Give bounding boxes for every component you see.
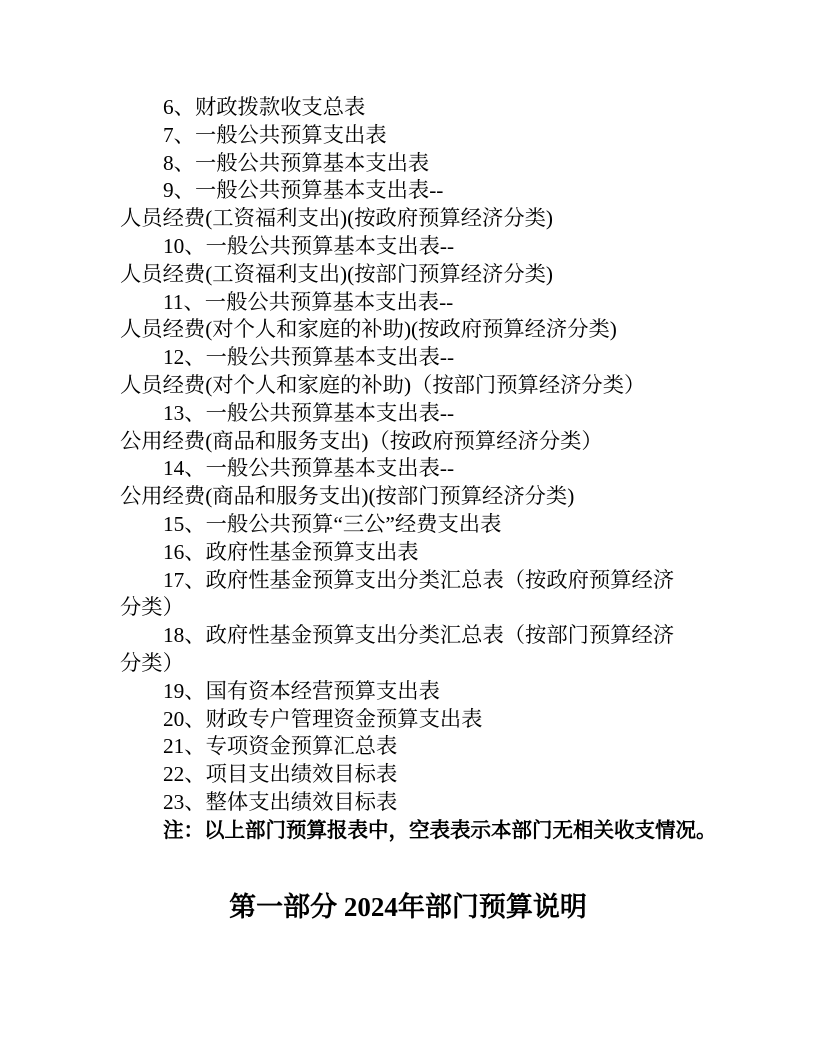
toc-item-continuation: 人员经费(对个人和家庭的补助)(按政府预算经济分类) (120, 317, 617, 342)
toc-item-19 (120, 678, 696, 706)
toc-item-line: 22、项目支出绩效目标表 (163, 762, 398, 787)
toc-item-line: 9、一般公共预算基本支出表-- (163, 178, 444, 203)
toc-item-15 (120, 511, 696, 539)
toc-item-line: 12、一般公共预算基本支出表-- (163, 345, 455, 370)
toc-item-line: 7、一般公共预算支出表 (163, 122, 387, 147)
toc-item-12 (120, 344, 696, 400)
toc-item-line: 21、专项资金预算汇总表 (163, 734, 398, 759)
toc-item-line: 19、国有资本经营预算支出表 (163, 678, 440, 703)
toc-item-17 (120, 567, 696, 623)
toc-item-line: 10、一般公共预算基本支出表-- (163, 233, 455, 258)
toc-item-22 (120, 761, 696, 789)
toc-item-21 (120, 733, 696, 761)
section-heading: 第一部分 2024年部门预算说明 (229, 891, 587, 922)
toc-item-continuation: 公用经费(商品和服务支出)(按部门预算经济分类) (120, 484, 575, 509)
toc-item-continuation: 分类） (120, 595, 184, 620)
toc-item-continuation: 公用经费(商品和服务支出)（按政府预算经济分类） (120, 428, 603, 453)
toc-item-18 (120, 622, 696, 678)
toc-item-continuation: 人员经费(工资福利支出)(按部门预算经济分类) (120, 261, 554, 286)
toc-item-13 (120, 400, 696, 456)
toc-item-line: 20、财政专户管理资金预算支出表 (163, 706, 483, 731)
toc-item-line: 23、整体支出绩效目标表 (163, 789, 398, 814)
toc-item-23 (120, 789, 696, 817)
toc-item-20 (120, 706, 696, 734)
toc-item-9 (120, 177, 696, 233)
toc-item-line: 13、一般公共预算基本支出表-- (163, 400, 455, 425)
toc-item-line: 8、一般公共预算基本支出表 (163, 150, 430, 175)
toc-item-11 (120, 289, 696, 345)
toc-item-continuation: 分类） (120, 650, 184, 675)
toc-item-6 (120, 94, 696, 122)
toc-item-continuation: 人员经费(工资福利支出)(按政府预算经济分类) (120, 206, 554, 231)
toc-item-16 (120, 539, 696, 567)
toc-item-continuation: 人员经费(对个人和家庭的补助)（按部门预算经济分类） (120, 372, 646, 397)
toc-item-7 (120, 122, 696, 150)
toc-item-line: 11、一般公共预算基本支出表-- (163, 289, 454, 314)
budget-note: 注：以上部门预算报表中，空表表示本部门无相关收支情况。 (163, 818, 717, 842)
toc-item-14 (120, 455, 696, 511)
toc-item-line: 14、一般公共预算基本支出表-- (163, 456, 455, 481)
toc-item-line: 15、一般公共预算“三公”经费支出表 (163, 511, 502, 536)
toc-item-10 (120, 233, 696, 289)
toc-item-line: 6、财政拨款收支总表 (163, 95, 366, 119)
toc-item-line: 17、政府性基金预算支出分类汇总表（按政府预算经济 (163, 567, 675, 592)
toc-item-line: 18、政府性基金预算支出分类汇总表（按部门预算经济 (163, 623, 675, 648)
toc-item-line: 16、政府性基金预算支出表 (163, 539, 419, 564)
toc-item-8 (120, 150, 696, 178)
